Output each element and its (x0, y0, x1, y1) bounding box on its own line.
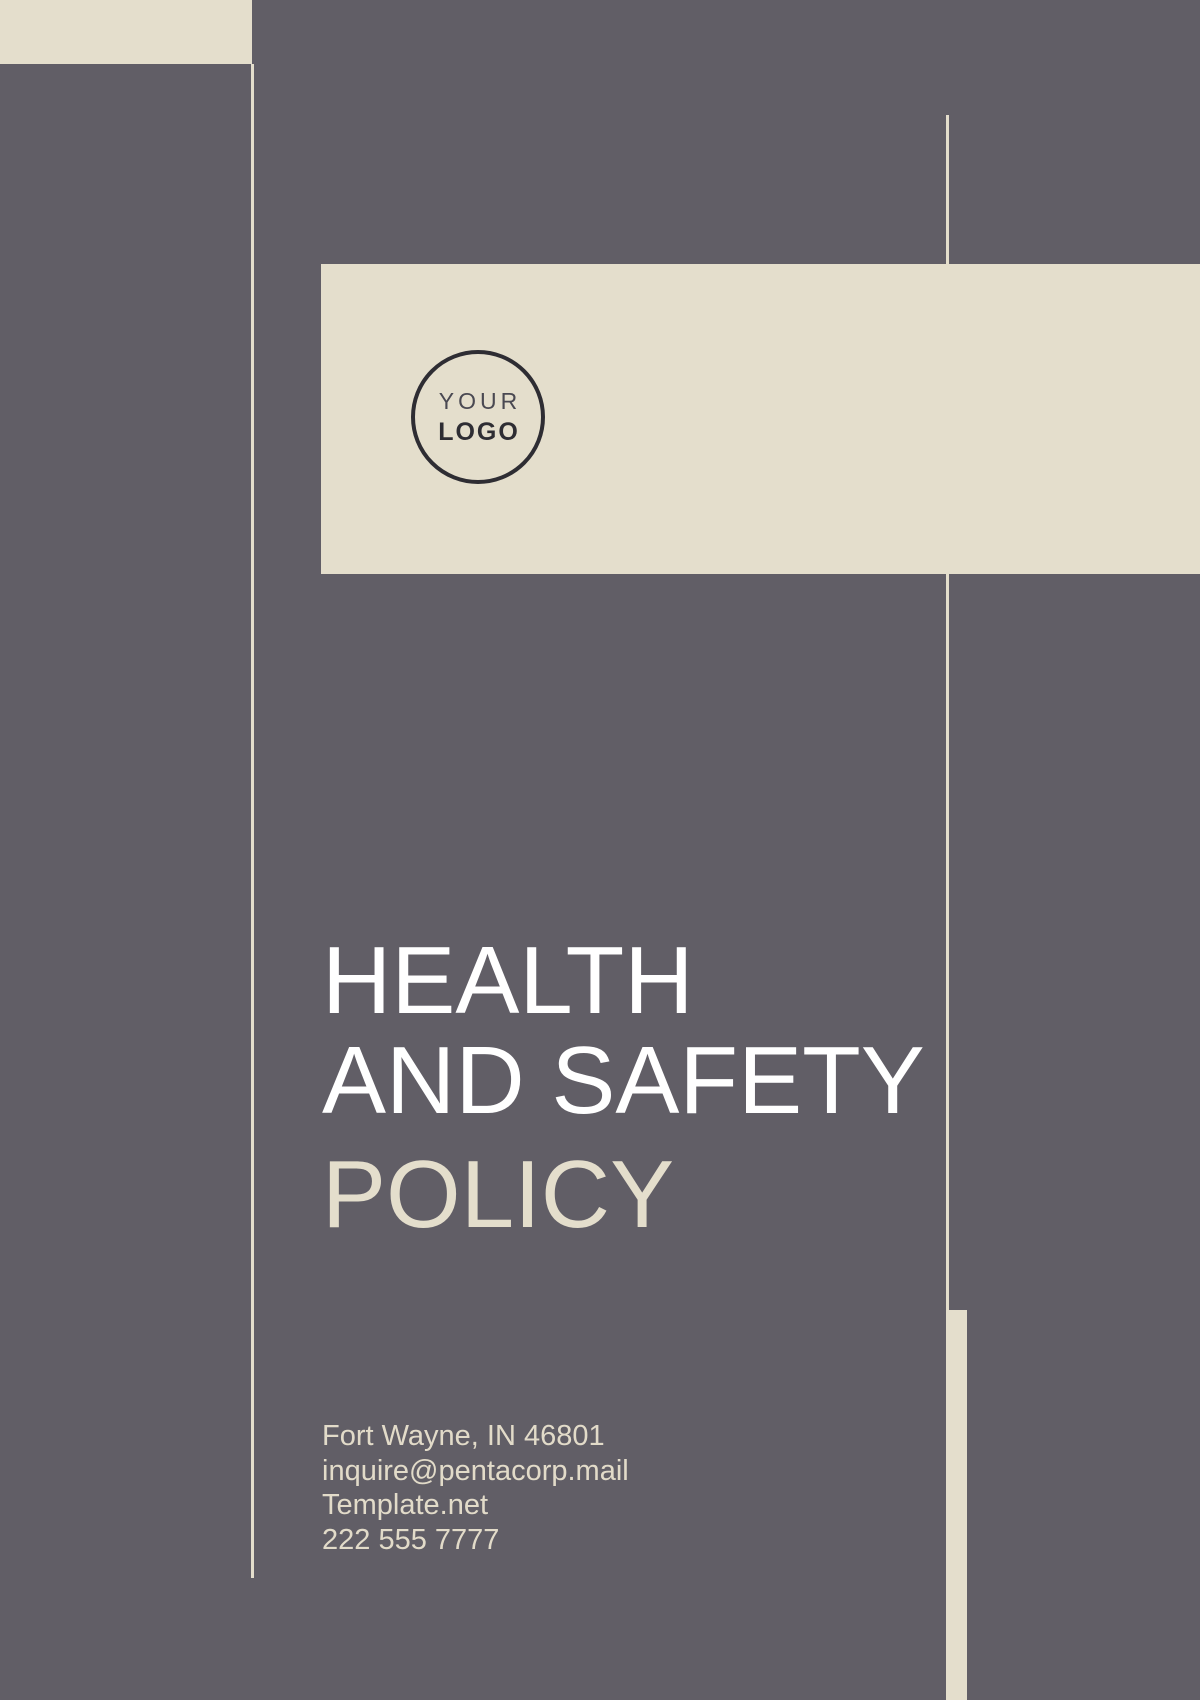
logo-text-your: YOUR (438, 387, 522, 414)
company-logo (411, 350, 545, 484)
top-left-accent-rect (0, 0, 252, 64)
contact-info (322, 1419, 629, 1557)
contact-phone: 222 555 7777 (322, 1523, 500, 1556)
document-title (322, 927, 925, 1248)
contact-website: Template.net (322, 1489, 489, 1521)
title-line-3: POLICY (322, 1141, 675, 1248)
contact-email: inquire@pentacorp.mail (322, 1454, 629, 1487)
title-line-2: AND SAFETY (322, 1027, 925, 1134)
right-bottom-accent-bar (946, 1310, 967, 1700)
logo-text-logo: LOGO (438, 417, 520, 446)
header-banner (321, 264, 1200, 574)
left-vertical-rule (251, 64, 254, 1578)
title-line-1: HEALTH (322, 927, 694, 1034)
contact-address: Fort Wayne, IN 46801 (322, 1420, 605, 1452)
